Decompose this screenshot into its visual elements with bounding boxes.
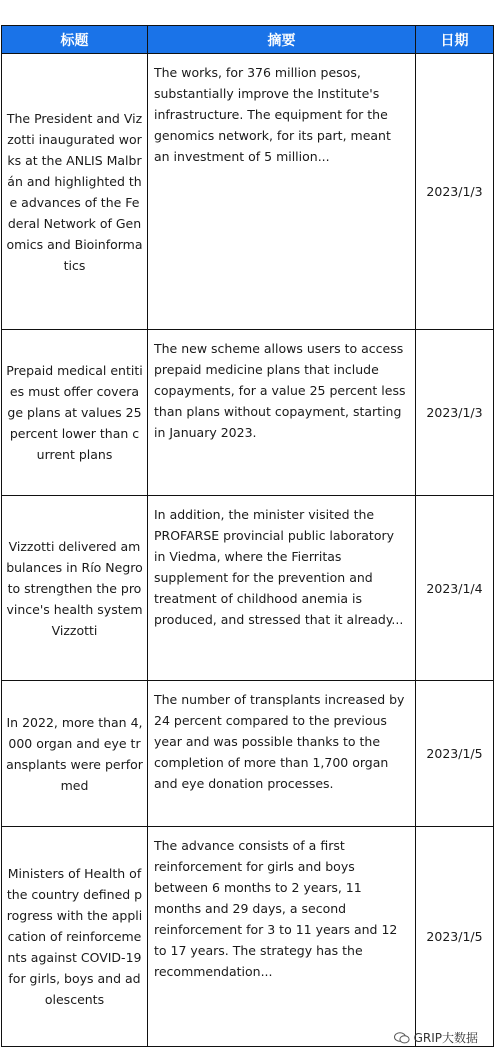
table-row	[2, 681, 494, 827]
header-title: 标题	[2, 26, 148, 54]
header-summary: 摘要	[148, 26, 416, 54]
row-date: 2023/1/4	[416, 496, 494, 681]
table-row	[2, 54, 494, 330]
row-summary: The works, for 376 million pesos, substantially improve the Institute's infrastructure. The equipment for the genomics network, for its part, meant an investment of 5 million...	[148, 54, 416, 330]
row-summary: The new scheme allows users to access prepaid medicine plans that include copayments, for a value 25 percent less than plans without copayment, starting in January 2023.	[148, 330, 416, 496]
row-title: In 2022, more than 4,000 organ and eye transplants were performed	[2, 681, 148, 827]
row-title: Prepaid medical entities must offer coverage plans at values 25 percent lower than current plans	[2, 330, 148, 496]
watermark-text: GRIP大数据	[413, 1031, 478, 1045]
table-header-row	[2, 26, 494, 54]
row-title: The President and Vizzotti inaugurated works at the ANLIS Malbrán and highlighted the advances of the Federal Network of Genomics and Bioinformatics	[2, 54, 148, 330]
header-date: 日期	[416, 26, 494, 54]
row-summary: In addition, the minister visited the PROFARSE provincial public laboratory in Viedma, where the Fierritas supplement for the prevention and treatment of childhood anemia is produced, and stressed that it already...	[148, 496, 416, 681]
row-date: 2023/1/3	[416, 330, 494, 496]
row-date: 2023/1/3	[416, 54, 494, 330]
row-date: 2023/1/5	[416, 827, 494, 1047]
row-title: Vizzotti delivered ambulances in Río Negro to strengthen the province's health systemVizzotti	[2, 496, 148, 681]
wechat-icon	[394, 1032, 410, 1044]
row-date: 2023/1/5	[416, 681, 494, 827]
table-row	[2, 330, 494, 496]
watermark	[394, 1029, 478, 1046]
table-row	[2, 496, 494, 681]
row-summary: The advance consists of a first reinforcement for girls and boys between 6 months to 2 years, 11 months and 29 days, a second reinforcement for 3 to 11 years and 12 to 17 years. The strategy has the recommendation...	[148, 827, 416, 1047]
row-summary: The number of transplants increased by 24 percent compared to the previous year and was possible thanks to the completion of more than 1,700 organ and eye donation processes.	[148, 681, 416, 827]
news-table	[1, 25, 494, 1047]
table-row	[2, 827, 494, 1047]
row-title: Ministers of Health of the country defined progress with the application of reinforcements against COVID-19 for girls, boys and adolescents	[2, 827, 148, 1047]
